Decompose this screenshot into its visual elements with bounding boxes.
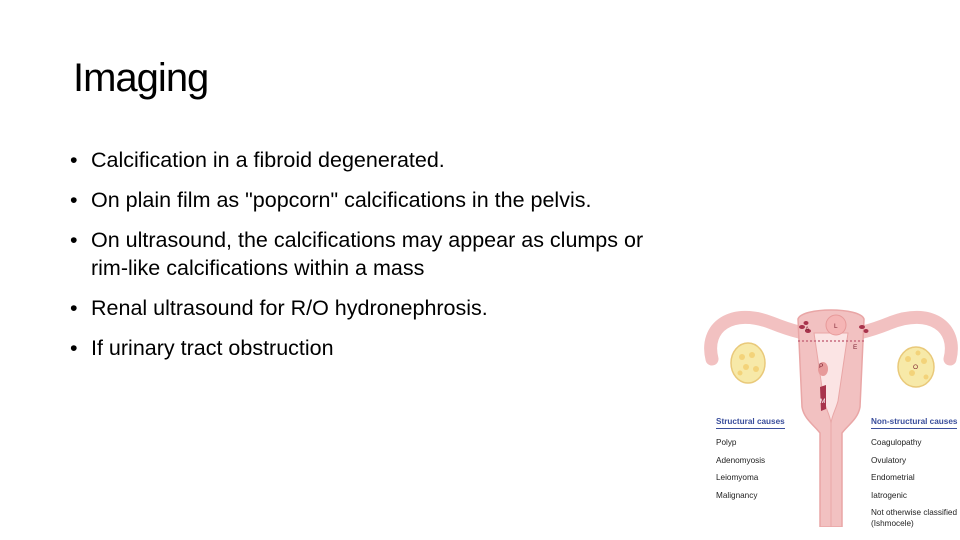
structural-causes-heading: Structural causes	[716, 416, 785, 429]
label-P: P	[819, 363, 824, 370]
bullet-item: • On plain film as "popcorn" calcifications in the pelvis.	[70, 188, 592, 212]
non-structural-cause-item: Not otherwise classified (Ishmocele)	[871, 508, 958, 528]
non-structural-cause-item: Ovulatory	[871, 455, 907, 465]
structural-cause-item: Adenomyosis	[716, 455, 766, 465]
label-E: E	[853, 344, 858, 351]
structural-cause-item: Malignancy	[716, 490, 758, 500]
structural-cause-item: Polyp	[716, 438, 737, 447]
bullet-item: • Renal ultrasound for R/O hydronephrosis.	[70, 296, 488, 320]
label-O: O	[913, 364, 919, 371]
bullet-item: • If urinary tract obstruction	[70, 336, 334, 360]
non-structural-cause-item: Iatrogenic	[871, 490, 907, 500]
bullet-dot-icon: •	[70, 336, 78, 360]
bullet-dot-icon: •	[70, 228, 78, 252]
structural-cause-item: Leiomyoma	[716, 473, 759, 482]
uterus-diagram	[702, 297, 960, 527]
bullet-dot-icon: •	[70, 296, 78, 320]
left-ovary	[731, 343, 765, 383]
bullet-list	[70, 146, 660, 374]
slide-title: Imaging	[73, 56, 209, 100]
bullet-item: • On ultrasound, the calcifications may appear as clumps or rim-like calcifications within a mass	[70, 228, 644, 280]
label-M: M	[820, 398, 826, 405]
label-L: L	[834, 323, 838, 330]
bullet-item: • Calcification in a fibroid degenerated.	[70, 148, 445, 172]
non-structural-cause-item: Coagulopathy	[871, 438, 922, 447]
bullet-dot-icon: •	[70, 148, 78, 172]
non-structural-causes-heading: Non-structural causes	[871, 416, 957, 429]
non-structural-cause-item: Endometrial	[871, 473, 915, 482]
structural-causes-legend	[716, 413, 785, 504]
bullet-dot-icon: •	[70, 188, 78, 212]
label-A: A	[805, 326, 810, 333]
non-structural-causes-legend	[871, 413, 959, 529]
